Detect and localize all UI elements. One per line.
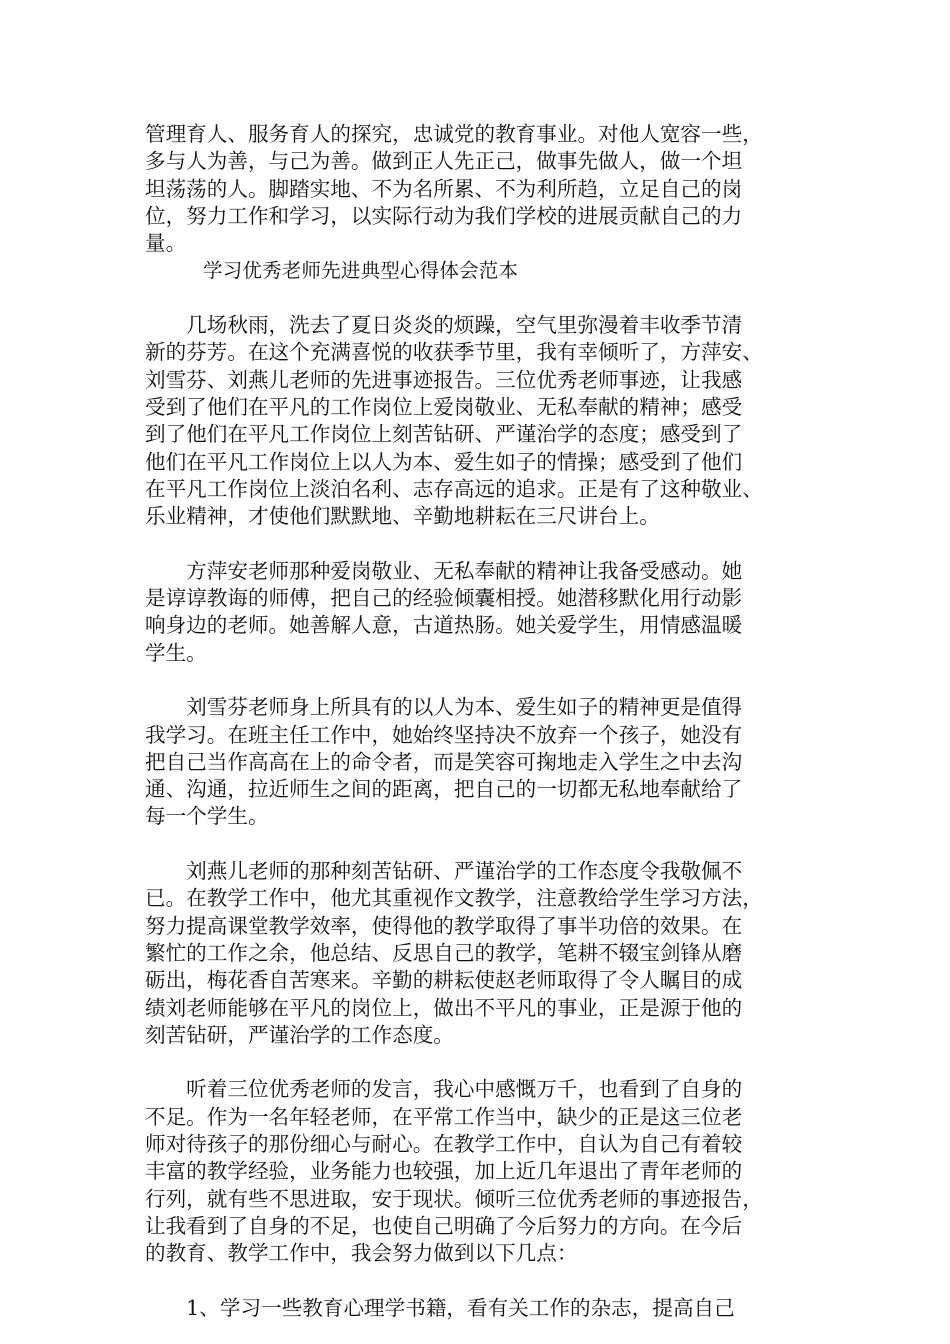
text-line: 把自己当作高高在上的命令者，而是笑容可掬地走入学生之中去沟 — [145, 749, 743, 774]
text-line: 新的芬芳。在这个充满喜悦的收获季节里，我有幸倾听了，方萍安、 — [145, 340, 763, 365]
text-line: 不足。作为一名年轻老师，在平常工作当中，缺少的正是这三位老 — [145, 1104, 743, 1129]
text-line: 1、学习一些教育心理学书籍，看有关工作的杂志，提高自己 — [145, 1295, 735, 1320]
paragraph-6 — [145, 1295, 810, 1322]
text-line: 的教育、教学工作中，我会努力做到以下几点： — [145, 1241, 578, 1266]
text-line: 响身边的老师。她善解人意，古道热肠。她关爱学生，用情感温暖 — [145, 613, 743, 638]
text-line: 受到了他们在平凡的工作岗位上爱岗敬业、无私奉献的精神；感受 — [145, 394, 743, 419]
text-line: 绩刘老师能够在平凡的岗位上，做出不平凡的事业，正是源于他的 — [145, 995, 743, 1020]
text-line: 到了他们在平凡工作岗位上刻苦钻研、严谨治学的态度；感受到了 — [145, 422, 743, 447]
paragraph-1 — [145, 312, 810, 530]
text-line: 刘雪芬老师身上所具有的以人为本、爱生如子的精神更是值得 — [145, 695, 743, 720]
paragraph-2 — [145, 558, 810, 667]
text-line: 在平凡工作岗位上淡泊名利、志存高远的追求。正是有了这种敬业、 — [145, 476, 763, 501]
text-line: 管理育人、服务育人的探究，忠诚党的教育事业。对他人宽容一些， — [145, 122, 763, 146]
text-line: 量。 — [145, 231, 187, 256]
text-line: 坦荡荡的人。脚踏实地、不为名所累、不为利所趋，立足自己的岗 — [145, 176, 743, 201]
text-line: 是谆谆教诲的师傅，把自己的经验倾囊相授。她潜移默化用行动影 — [145, 586, 743, 611]
text-line: 师对待孩子的那份细心与耐心。在教学工作中，自认为自己有着较 — [145, 1131, 743, 1156]
text-line: 我学习。在班主任工作中，她始终坚持决不放弃一个孩子，她没有 — [145, 722, 743, 747]
paragraph-gap — [145, 1049, 810, 1076]
paragraph-gap — [145, 530, 810, 557]
text-line: 多与人为善，与己为善。做到正人先正己，做事先做人，做一个坦 — [145, 149, 743, 174]
text-line: 砺出，梅花香自苦寒来。辛勤的耕耘使赵老师取得了令人瞩目的成 — [145, 968, 743, 993]
text-line: 刻苦钻研，严谨治学的工作态度。 — [145, 1022, 454, 1047]
text-line: 努力提高课堂教学效率，使得他的教学取得了事半功倍的效果。在 — [145, 913, 743, 938]
text-line: 已。在教学工作中，他尤其重视作文教学，注意教给学生学习方法， — [145, 886, 763, 911]
text-line: 刘雪芬、刘燕儿老师的先进事迹报告。三位优秀老师事迹，让我感 — [145, 367, 743, 392]
text-line: 几场秋雨，洗去了夏日炎炎的烦躁，空气里弥漫着丰收季节清 — [145, 313, 743, 338]
text-line: 乐业精神，才使他们默默地、辛勤地耕耘在三尺讲台上。 — [145, 504, 660, 529]
text-line: 通、沟通，拉近师生之间的距离，把自己的一切都无私地奉献给了 — [145, 777, 743, 802]
text-line: 听着三位优秀老师的发言，我心中感慨万千，也看到了自身的 — [145, 1077, 743, 1102]
document-body — [145, 121, 810, 1322]
section-title: 学习优秀老师先进典型心得体会范本 — [203, 259, 519, 283]
text-line: 位，努力工作和学习，以实际行动为我们学校的进展贡献自己的力 — [145, 203, 743, 228]
text-line: 方萍安老师那种爱岗敬业、无私奉献的精神让我备受感动。她 — [145, 558, 743, 583]
paragraph-3 — [145, 694, 810, 830]
paragraph-5 — [145, 1076, 810, 1267]
text-line: 他们在平凡工作岗位上以人为本、爱生如子的情操；感受到了他们 — [145, 449, 743, 474]
text-line: 让我看到了自身的不足，也使自己明确了今后努力的方向。在今后 — [145, 1213, 743, 1238]
text-line: 行列，就有些不思进取，安于现状。倾听三位优秀老师的事迹报告， — [145, 1186, 763, 1211]
paragraph-gap — [145, 1267, 810, 1294]
text-line: 每一个学生。 — [145, 804, 269, 829]
intro-paragraph — [145, 121, 810, 257]
paragraph-gap — [145, 831, 810, 858]
paragraph-gap — [145, 285, 810, 312]
paragraph-4 — [145, 858, 810, 1049]
text-line: 学生。 — [145, 640, 207, 665]
text-line: 繁忙的工作之余，他总结、反思自己的教学，笔耕不辍宝剑锋从磨 — [145, 940, 743, 965]
text-line: 丰富的教学经验，业务能力也较强，加上近几年退出了青年老师的 — [145, 1159, 743, 1184]
paragraph-gap — [145, 667, 810, 694]
text-line: 刘燕儿老师的那种刻苦钻研、严谨治学的工作态度令我敬佩不 — [145, 859, 743, 884]
